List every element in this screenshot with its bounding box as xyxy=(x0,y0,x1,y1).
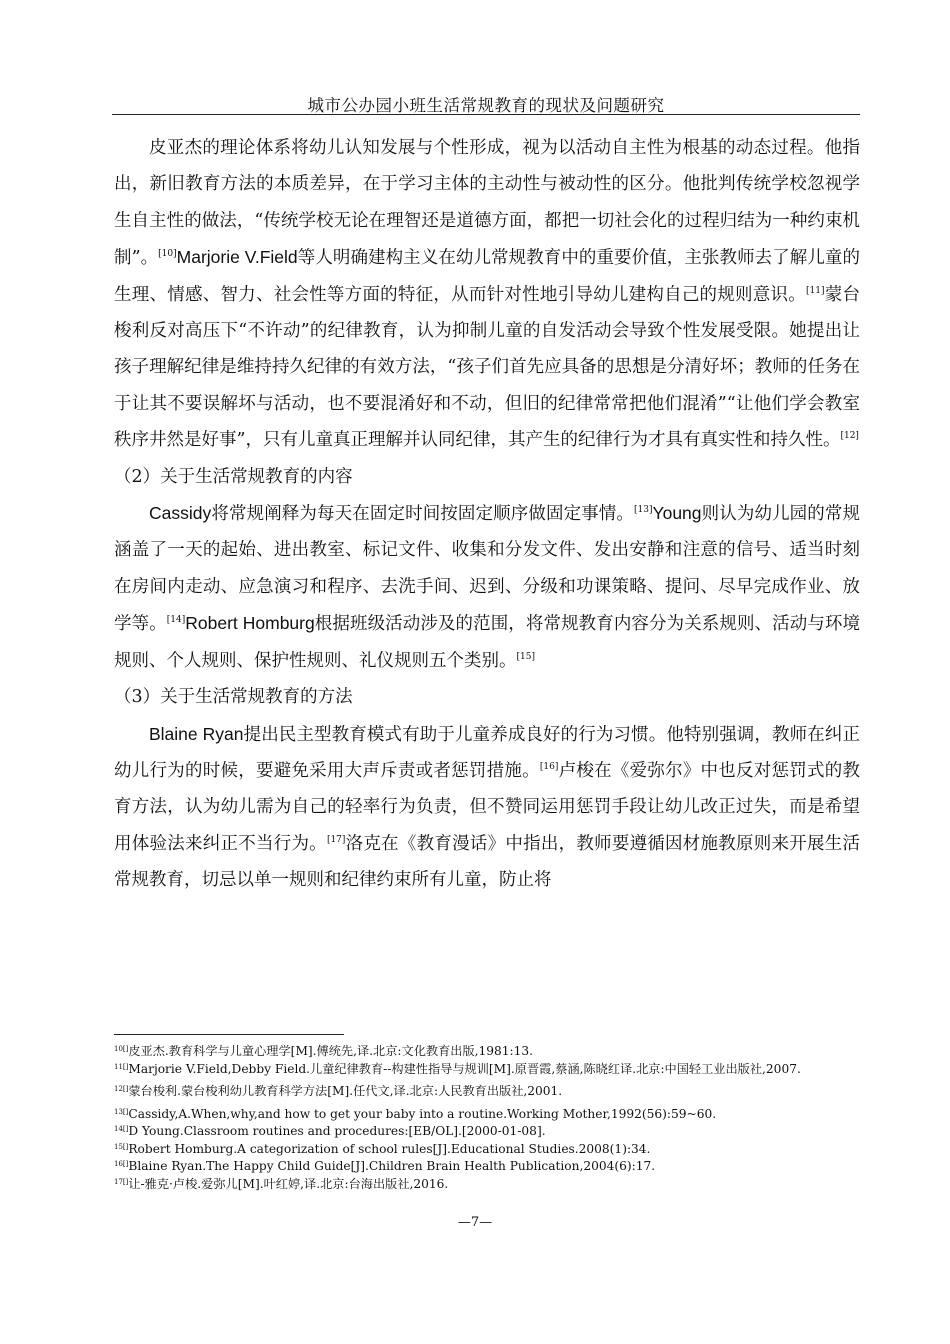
text-span: 提出民主型教育模式有助于儿童养成良好的行为习惯。他特别强调，教师在纠正幼儿行为的时候，要避免采用大声斥责或者惩罚措施。 xyxy=(114,724,860,781)
paragraph-methods xyxy=(114,716,860,899)
citation-ref: [15] xyxy=(516,651,535,662)
footnote-mark: 15[] xyxy=(114,1142,129,1151)
citation-ref: [16] xyxy=(539,761,559,772)
footnote-mark: 17[] xyxy=(114,1177,129,1186)
footnote-mark: 11[] xyxy=(114,1062,129,1071)
footnote-mark: 14[] xyxy=(114,1125,129,1133)
citation-ref: [10] xyxy=(158,249,177,260)
footnote-text: 皮亚杰.教育科学与儿童心理学[M].傅统先,译.北京:文化教育出版,1981:13. xyxy=(128,1044,534,1058)
author-name: Cassidy xyxy=(149,503,212,524)
footnote-text: 让-雅克·卢梭.爱弥儿[M].叶红婷,译.北京:台海出版社,2016. xyxy=(128,1176,449,1191)
paragraph-piaget xyxy=(114,130,860,459)
footnote-text: Cassidy,A.When,why,and how to get your baby into a routine.Working Mother,1992(56):59~60. xyxy=(128,1106,717,1121)
paragraph-content xyxy=(114,495,860,679)
footnote xyxy=(114,1158,814,1176)
text-span: 则认为幼儿园的常规涵盖了一天的起始、进出教室、标记文件、收集和分发文件、发出安静和注意的信号、适当时刻在房间内走动、应急演习和程序、去洗手间、迟到、分级和功课策略、提问、尽早完成作业、放学等。 xyxy=(114,504,861,635)
text-span: 等人明确建构主义在幼儿常规教育中的重要价值，主张教师去了解儿童的生理、情感、智力、社会性等方面的特征，从而针对性地引导幼儿建构自己的规则意识。 xyxy=(114,248,861,305)
running-header: 城市公办园小班生活常规教育的现状及问题研究 xyxy=(307,96,665,115)
text-span: 洛克在《教育漫话》中指出，教师要遵循因材施教原则来开展生活常规教育，切忌以单一规则和纪律约束所有儿童，防止将 xyxy=(114,833,861,891)
footnote xyxy=(114,1106,814,1124)
text-span: 皮亚杰的理论体系将幼儿认知发展与个性形成，视为以活动自主性为根基的动态过程。他指出，新旧教育方法的本质差异，在于学习主体的主动性与被动性的区分。他批判传统学校忽视学生自主性的做法，“传统学校无论在理智还是道德方面，都把一切社会化的过程归结为一种约束机制”。 xyxy=(114,138,860,269)
footnote-text: 蒙台梭利.蒙台梭利幼儿教育科学方法[M].任代文,译.北京:人民教育出版社,2001. xyxy=(128,1084,563,1098)
text-span: 根据班级活动涉及的范围，将常规教育内容分为关系规则、活动与环境规则、个人规则、保护性规则、礼仪规则五个类别。 xyxy=(114,614,860,671)
text-span: 将常规阐释为每天在固定时间按固定顺序做固定事情。 xyxy=(211,504,635,525)
footnote xyxy=(114,1176,814,1194)
footnote-text: Robert Homburg.A categorization of school rules[J].Educational Studies.2008(1):34. xyxy=(128,1141,651,1156)
footnote-mark: 12[] xyxy=(114,1085,129,1093)
footnote-mark: 10[] xyxy=(114,1045,129,1053)
author-name: Blaine Ryan xyxy=(149,723,244,744)
footnote-text: Blaine Ryan.The Happy Child Guide[J].Children Brain Health Publication,2004(6):17. xyxy=(128,1159,656,1173)
citation-ref: [17] xyxy=(326,834,346,845)
footnote xyxy=(114,1083,814,1101)
footnote xyxy=(114,1061,814,1079)
footnote-mark: 16[] xyxy=(114,1160,129,1168)
header-rule xyxy=(112,114,860,115)
text-span: 蒙台梭利反对高压下“不许动”的纪律教育，认为抑制儿童的自发活动会导致个性发展受限。她提出让孩子理解纪律是维持持久纪律的有效方法，“孩子们首先应具备的思想是分清好坏；教师的任务在于让其不要误解坏与活动，也不要混淆好和不动，但旧的纪律常常把他们混淆”“让他们学会教室秩序井然是好事”，只有儿童真正理解并认同纪律，其产生的纪律行为才具有真实性和持久性。 xyxy=(114,284,861,451)
footnotes xyxy=(114,1043,814,1193)
footnote xyxy=(114,1123,814,1141)
section-heading-content: （2）关于生活常规教育的内容 xyxy=(114,466,353,487)
footnote xyxy=(114,1043,814,1061)
text-span: 卢梭在《爱弥尔》中也反对惩罚式的教育方法，认为幼儿需为自己的轻率行为负责，但不赞同运用惩罚手段让幼儿改正过失，而是希望用体验法来纠正不当行为。 xyxy=(114,760,861,854)
citation-ref: [12] xyxy=(840,431,859,442)
section-heading-methods: （3）关于生活常规教育的方法 xyxy=(114,687,353,708)
footnote-text: Marjorie V.Field,Debby Field.儿童纪律教育--构建性指导与规训[M].原晋霞,蔡涵,陈晓红译.北京:中国轻工业出版社,2007. xyxy=(128,1061,801,1076)
citation-ref: [13] xyxy=(634,505,653,516)
citation-ref: [14] xyxy=(166,615,186,626)
citation-ref: [11] xyxy=(806,285,825,296)
page-number: —7— xyxy=(457,1215,493,1230)
footnote xyxy=(114,1141,814,1159)
author-name: Marjorie V.Field xyxy=(176,247,298,268)
footnote-text: D Young.Classroom routines and procedures:[EB/OL].[2000-01-08]. xyxy=(128,1124,546,1138)
footnote-rule xyxy=(114,1034,344,1035)
author-name: Young xyxy=(652,503,702,524)
body-text xyxy=(114,130,860,899)
footnote-mark: 13[] xyxy=(114,1107,129,1116)
author-name: Robert Homburg xyxy=(185,613,315,634)
